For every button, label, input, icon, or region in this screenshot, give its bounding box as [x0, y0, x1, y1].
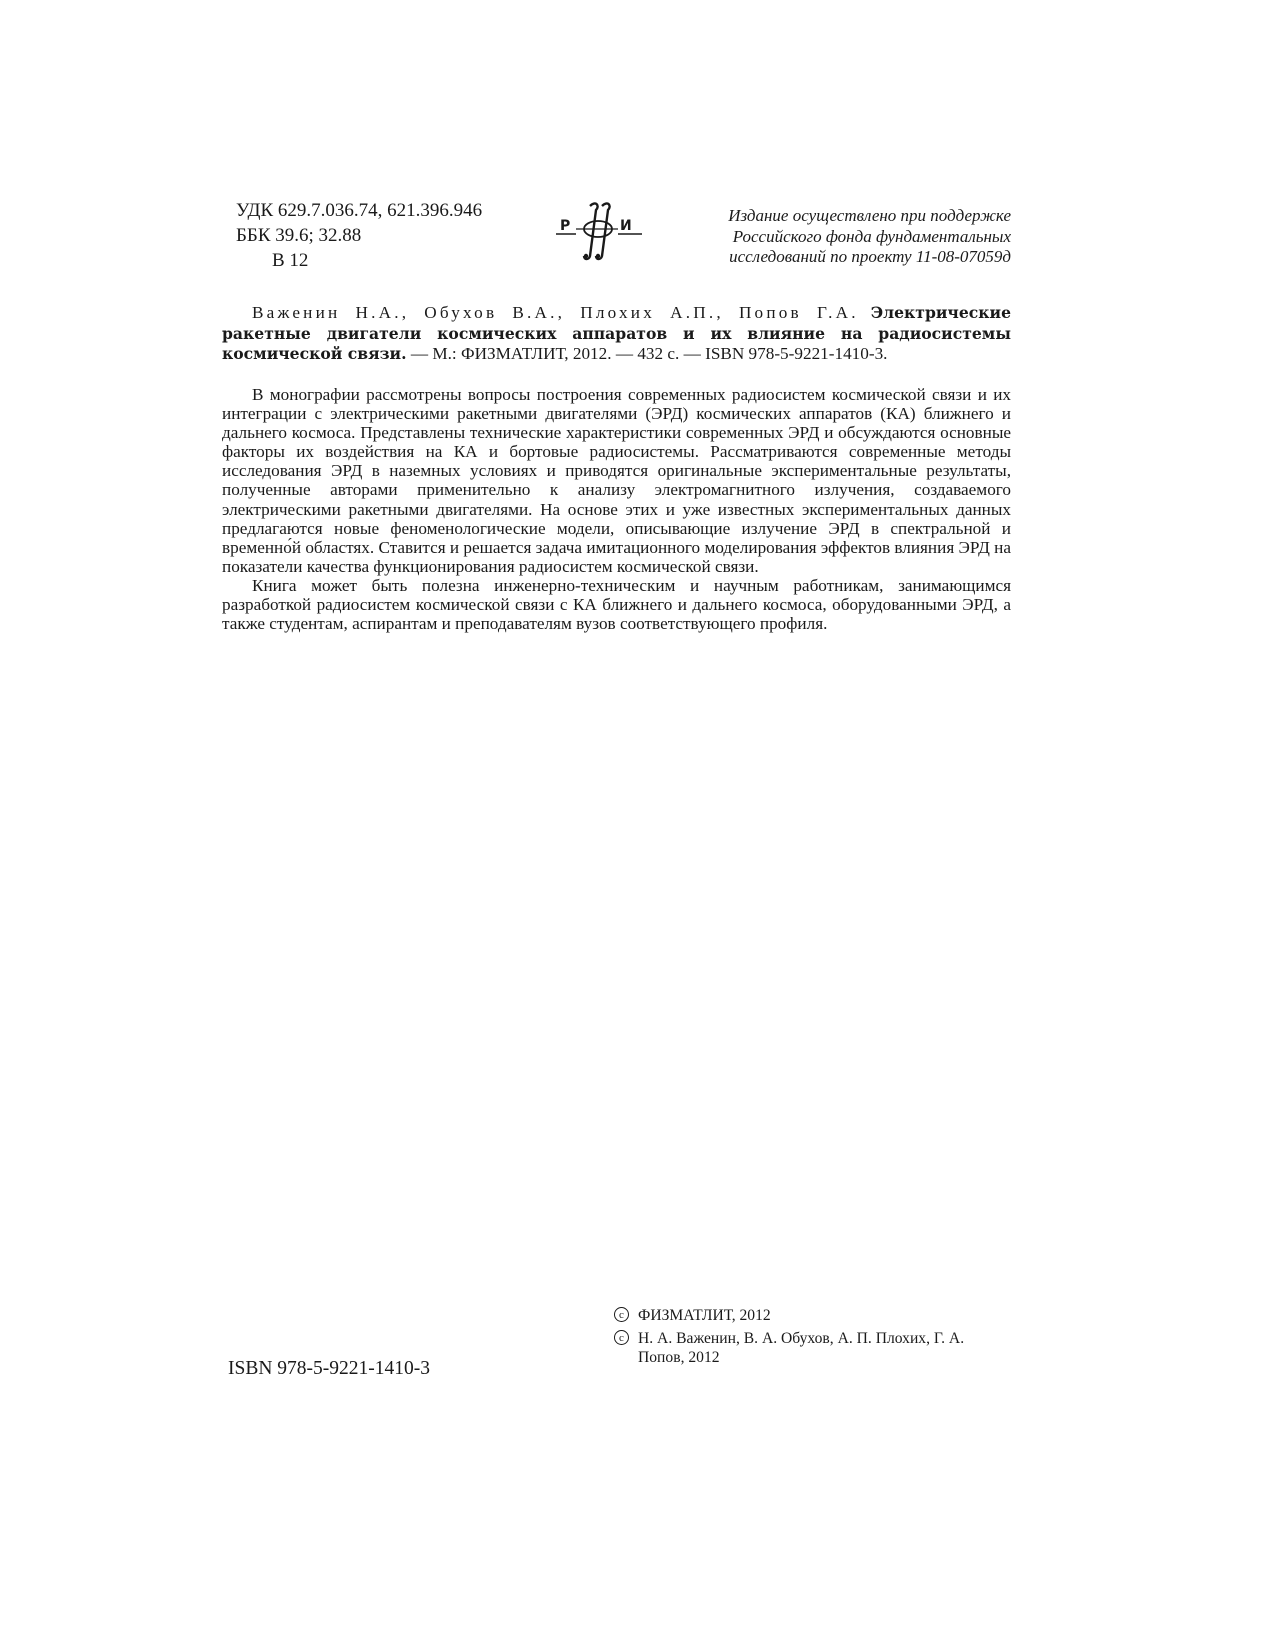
bbk-code: ББК 39.6; 32.88 — [236, 225, 362, 246]
udk-code: УДК 629.7.036.74, 621.396.946 — [236, 200, 483, 221]
bibliographic-record — [222, 303, 1011, 365]
funding-note-line: Издание осуществлено при поддержке — [728, 206, 1011, 225]
funding-note-line: исследований по проекту 11-08-07059д — [729, 247, 1011, 266]
annotation-paragraph: Книга может быть полезна инженерно-техническим и научным работникам, занимающимся разработкой радиосистем космической связи с КА ближнего и дальнего космоса, оборудованными ЭРД, а также студентам, аспирантам и преподавателям вузов соответствующего профиля. — [222, 575, 1011, 634]
record-title: Электрические ракетные двигатели космических аппаратов и их влияние на радиосистемы космической связи. — [222, 303, 1011, 363]
record-authors: Важенин Н.А., Обухов В.А., Плохих А.П., Попов Г.А. — [252, 303, 859, 322]
funding-note — [675, 206, 1011, 268]
copyright-authors-text: Н. А. Важенин, В. А. Обухов, А. П. Плохих, Г. А. Попов, 2012 — [638, 1330, 965, 1366]
copyright-publisher-text: ФИЗМАТЛИТ, 2012 — [638, 1307, 771, 1324]
isbn: ISBN 978-5-9221-1410-3 — [228, 1358, 431, 1379]
author-code: В 12 — [272, 250, 309, 271]
annotation-paragraph: В монографии рассмотрены вопросы построения современных радиосистем космической связи и их интеграции с электрическими ракетными двигателями (ЭРД) космических аппаратов (КА) ближнего и дальнего космоса. Представлены технические характеристики современных ЭРД и обсуждаются основные факторы их воздействия на КА и бортовые радиосистемы. Рассматриваются современные методы исследования ЭРД в наземных условиях и приводятся оригинальные экспериментальные результаты, полученные авторами применительно к анализу электромагнитного излучения, создаваемого электрическими ракетными двигателями. На основе этих и уже известных экспериментальных данных предлагаются новые феноменологические модели, описывающие излучение ЭРД в спектральной и временно́й областях. Ставится и решается задача имитационного моделирования эффектов влияния ЭРД на показатели качества функционирования радиосистем космической связи. — [222, 385, 1011, 576]
copyright-authors — [614, 1329, 1014, 1367]
rffi-logo-letter-r: Р — [560, 218, 571, 234]
rffi-logo-letter-i: И — [620, 218, 632, 234]
copyright-block — [614, 1306, 1014, 1371]
classification-block — [236, 198, 482, 273]
rffi-logo — [556, 200, 660, 262]
copyright-publisher — [614, 1306, 1014, 1325]
funding-note-line: Российского фонда фундаментальных — [732, 226, 1011, 246]
record-imprint: — М.: ФИЗМАТЛИТ, 2012. — 432 с. — ISBN 978-5-9221-1410-3. — [410, 344, 888, 363]
copyright-icon: c — [614, 1307, 629, 1322]
annotation — [222, 385, 1011, 633]
copyright-icon: c — [614, 1330, 629, 1345]
